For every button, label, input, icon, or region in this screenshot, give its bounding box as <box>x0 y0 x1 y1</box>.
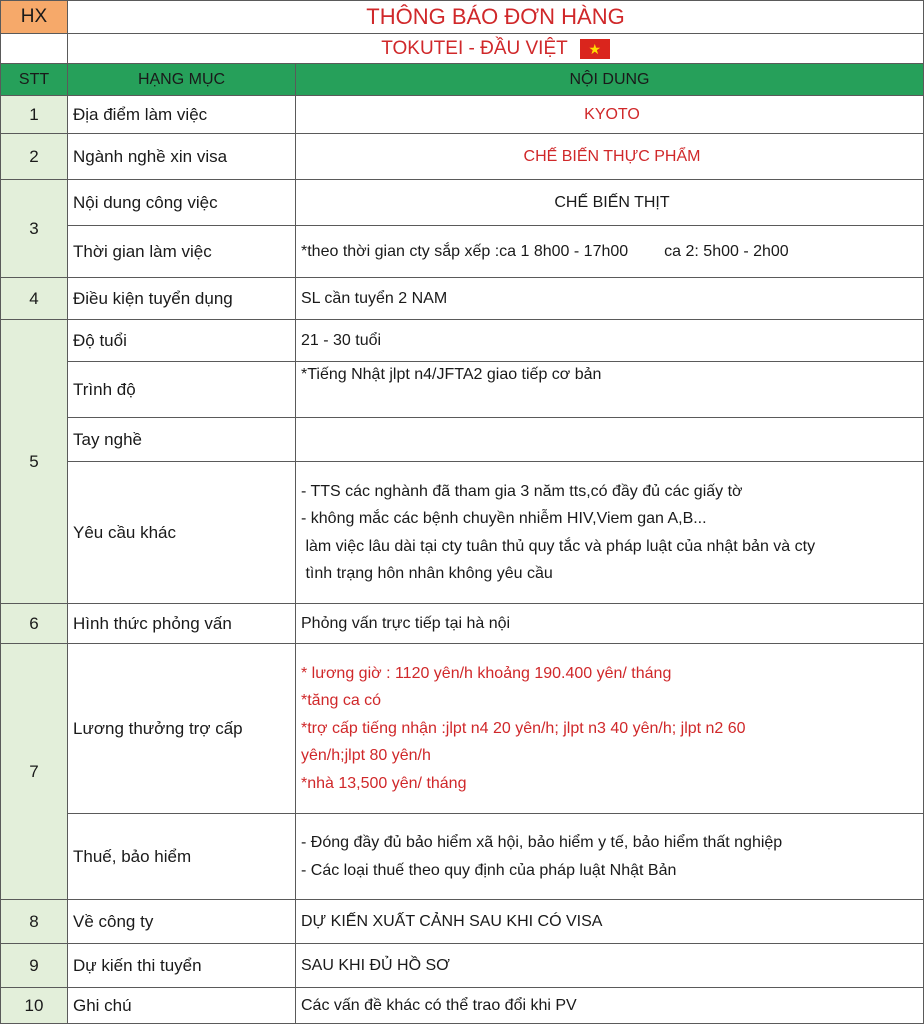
table-row <box>0 944 924 988</box>
row-value: SL cần tuyển 2 NAM <box>296 278 924 320</box>
page-title: THÔNG BÁO ĐƠN HÀNG <box>68 0 924 34</box>
row-category: Yêu cầu khác <box>68 462 296 604</box>
row-number: 10 <box>0 988 68 1024</box>
row-number: 7 <box>0 644 68 900</box>
requirement-line: tình trạng hôn nhân không yêu cầu <box>301 565 553 582</box>
row-number: 4 <box>0 278 68 320</box>
tax-line: - Các loại thuế theo quy định của pháp luật Nhật Bản <box>301 861 677 879</box>
sub-row <box>0 362 924 418</box>
row-value: Các vấn đề khác có thể trao đổi khi PV <box>296 988 924 1024</box>
table-row <box>0 604 924 644</box>
salary-line: *nhà 13,500 yên/ tháng <box>301 774 467 792</box>
row-value: KYOTO <box>296 96 924 134</box>
row-category: Ngành nghề xin visa <box>68 134 296 180</box>
row-number: 2 <box>0 134 68 180</box>
vietnam-flag-icon: ★ <box>580 39 610 59</box>
shift-1-text: *theo thời gian cty sắp xếp :ca 1 8h00 - 17h00 <box>301 242 629 260</box>
row-value: DỰ KIẾN XUẤT CẢNH SAU KHI CÓ VISA <box>296 900 924 944</box>
table-row <box>0 988 924 1024</box>
sub-row <box>0 320 924 362</box>
row-category: Điều kiện tuyển dụng <box>68 278 296 320</box>
table-row <box>0 96 924 134</box>
subtitle-cell <box>68 34 924 64</box>
salary-line: *trợ cấp tiếng nhận :jlpt n4 20 yên/h; jlpt n3 40 yên/h; jlpt n2 60 <box>301 719 746 737</box>
row-value: SAU KHI ĐỦ HỒ SƠ <box>296 944 924 988</box>
requirement-line: - không mắc các bệnh chuyền nhiễm HIV,Viem gan A,B... <box>301 510 707 527</box>
requirement-line: - TTS các nghành đã tham gia 3 năm tts,có đầy đủ các giấy tờ <box>301 482 743 500</box>
salary-line: * lương giờ : 1120 yên/h khoảng 190.400 yên/ tháng <box>301 664 672 682</box>
row-category: Nội dung công việc <box>68 180 296 226</box>
table-row <box>0 278 924 320</box>
column-header-row <box>0 64 924 96</box>
sub-row <box>0 226 924 278</box>
row-category: Trình độ <box>68 362 296 418</box>
col-content: NỘI DUNG <box>296 64 924 96</box>
row-category: Hình thức phỏng vấn <box>68 604 296 644</box>
salary-line: yên/h;jlpt 80 yên/h <box>301 747 431 765</box>
row-category: Thời gian làm việc <box>68 226 296 278</box>
requirement-line: làm việc lâu dài tại cty tuân thủ quy tắc và pháp luật của nhật bản và cty <box>301 537 816 555</box>
row-category: Độ tuổi <box>68 320 296 362</box>
row-category: Tay nghề <box>68 418 296 462</box>
sub-row <box>0 418 924 462</box>
row-category: Ghi chú <box>68 988 296 1024</box>
col-category: HẠNG MỤC <box>68 64 296 96</box>
row-value: 21 - 30 tuổi <box>296 320 924 362</box>
table-row <box>0 134 924 180</box>
row-number: 9 <box>0 944 68 988</box>
sub-row <box>0 462 924 604</box>
row-category: Về công ty <box>68 900 296 944</box>
hx-code: HX <box>0 0 68 34</box>
row-value <box>296 814 924 900</box>
subtitle-row <box>0 34 924 64</box>
row-value <box>296 644 924 814</box>
row-category: Địa điểm làm việc <box>68 96 296 134</box>
table-row <box>0 900 924 944</box>
tax-line: - Đóng đầy đủ bảo hiểm xã hội, bảo hiểm y tế, bảo hiểm thất nghiệp <box>301 834 783 851</box>
row-value <box>296 226 924 278</box>
row-value: Phỏng vấn trực tiếp tại hà nội <box>296 604 924 644</box>
subtitle-blank <box>0 34 68 64</box>
title-row <box>0 0 924 34</box>
row-number: 3 <box>0 180 68 278</box>
salary-line: *tăng ca có <box>301 692 382 710</box>
row-value: CHẾ BIẾN THỊT <box>296 180 924 226</box>
sub-row <box>0 644 924 814</box>
row-category: Thuế, bảo hiểm <box>68 814 296 900</box>
row-number: 1 <box>0 96 68 134</box>
row-category: Lương thưởng trợ cấp <box>68 644 296 814</box>
row-number: 5 <box>0 320 68 604</box>
sub-row <box>0 814 924 900</box>
row-value <box>296 418 924 462</box>
shift-2-text: ca 2: 5h00 - 2h00 <box>664 242 789 260</box>
row-number: 8 <box>0 900 68 944</box>
row-category: Dự kiến thi tuyển <box>68 944 296 988</box>
row-value: *Tiếng Nhật jlpt n4/JFTA2 giao tiếp cơ bản <box>296 362 924 418</box>
row-value <box>296 462 924 604</box>
page-subtitle: TOKUTEI - ĐẦU VIỆT <box>381 37 568 59</box>
row-value: CHẾ BIẾN THỰC PHẨM <box>296 134 924 180</box>
sub-row <box>0 180 924 226</box>
col-stt: STT <box>0 64 68 96</box>
row-number: 6 <box>0 604 68 644</box>
